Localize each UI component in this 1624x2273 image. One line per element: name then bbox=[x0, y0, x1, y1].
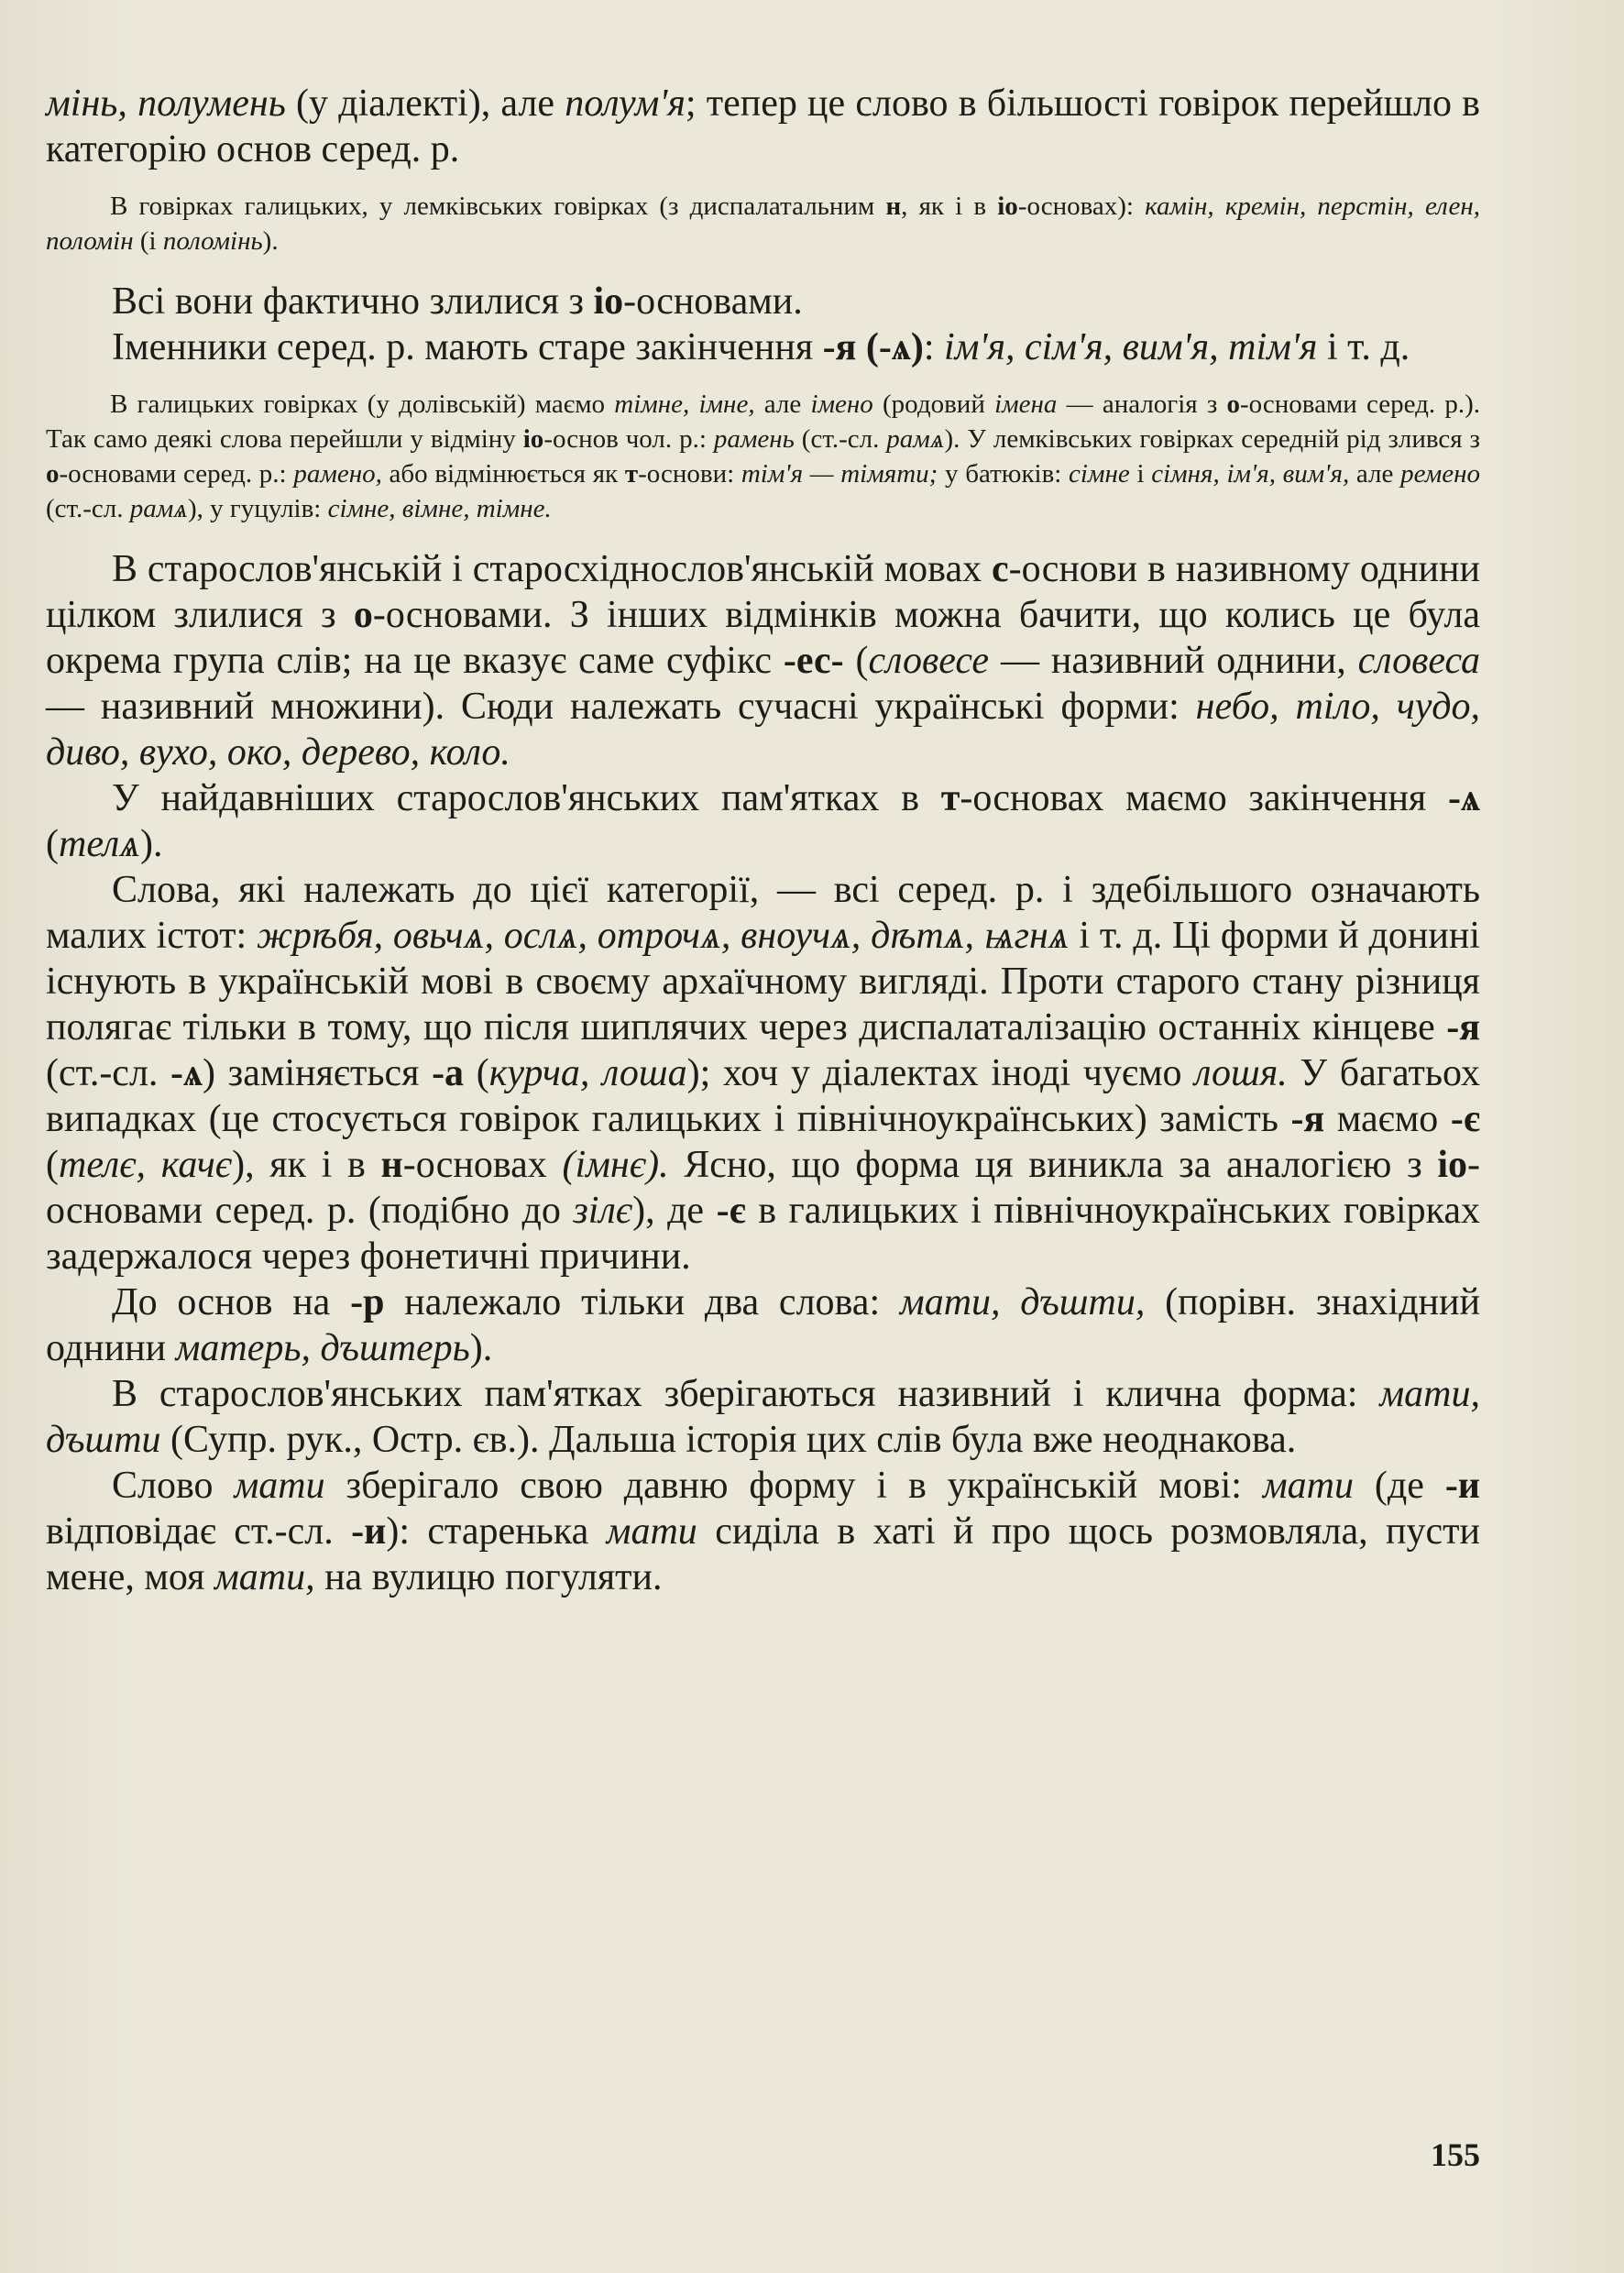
text-run: (Супр. рук., Остр. єв.). Дальша історія цих слів була вже неоднакова. bbox=[160, 1419, 1297, 1461]
bold-morpheme: іо bbox=[522, 424, 544, 454]
paragraph bbox=[46, 81, 1480, 172]
bold-morpheme: -ѧ bbox=[170, 1052, 203, 1094]
italic-form: ім'я, сім'я, вим'я, тім'я bbox=[944, 326, 1318, 368]
italic-form: рамень bbox=[713, 424, 795, 454]
italic-form: мати bbox=[1262, 1465, 1354, 1507]
text-run: Слова, які належать до цієї категорії, — всі серед. р. і здебільшого означають малих істот: bbox=[46, 869, 1480, 957]
text-run: ( bbox=[46, 1144, 59, 1186]
text-run: У багатьох випадках (це стосується говірок галицьких і північноукраїнських) замість bbox=[46, 1052, 1480, 1140]
text-run: Слово bbox=[112, 1465, 235, 1507]
text-run: ), де bbox=[632, 1190, 717, 1232]
bold-morpheme: т bbox=[940, 777, 960, 819]
text-run: У найдавніших старослов'янських пам'ятках в bbox=[112, 777, 941, 819]
bold-morpheme: -я (-ѧ) bbox=[822, 326, 924, 368]
italic-form: матерь, дъштерь bbox=[175, 1327, 470, 1369]
italic-form: небо, тіло, чудо, диво, вухо, око, дерево, коло. bbox=[46, 686, 1481, 774]
text-run: ). bbox=[262, 226, 279, 256]
text-run: ), як і в bbox=[232, 1144, 381, 1186]
bold-morpheme: -я bbox=[1446, 1006, 1480, 1049]
text-run: До основ на bbox=[112, 1281, 351, 1323]
text-run: -основами серед. р.: bbox=[59, 459, 294, 489]
text-run: Іменники серед. р. мають старе закінчення bbox=[112, 326, 823, 368]
bold-morpheme: -и bbox=[351, 1510, 387, 1553]
text-run: маємо bbox=[1324, 1098, 1451, 1140]
italic-form: тімне, імне, bbox=[614, 390, 755, 419]
italic-form: імено bbox=[810, 390, 873, 419]
bold-morpheme: -р bbox=[350, 1281, 385, 1323]
page-text bbox=[46, 81, 1480, 1600]
text-run: -основами серед. р.). Так само деякі слова перейшли у відміну bbox=[46, 390, 1480, 454]
italic-form: мати, дъшти, bbox=[899, 1281, 1146, 1323]
bold-morpheme: -ес- bbox=[783, 640, 844, 682]
bold-morpheme: о bbox=[353, 594, 373, 636]
bold-morpheme: іо bbox=[1437, 1144, 1468, 1186]
text-run: але bbox=[754, 390, 811, 419]
text-run: зберігало свою давню форму і в українській мові: bbox=[324, 1465, 1263, 1507]
text-run: -основи в називному однини цілком злилися з bbox=[46, 548, 1480, 636]
text-run: ) заміняється bbox=[203, 1052, 433, 1094]
bold-morpheme: т bbox=[624, 459, 639, 489]
text-run: В старослов'янських пам'ятках зберігаються називний і клична форма: bbox=[112, 1373, 1380, 1415]
italic-form: імена bbox=[994, 390, 1058, 419]
text-run: ( bbox=[464, 1052, 489, 1094]
italic-form: ремено bbox=[1400, 459, 1480, 489]
note-paragraph bbox=[46, 387, 1480, 526]
text-run: В галицьких говірках (у долівській) маємо bbox=[110, 390, 615, 419]
text-run: і bbox=[1129, 459, 1152, 489]
text-run: Ясно, що форма ця виникла за аналогією з bbox=[668, 1144, 1438, 1186]
italic-form: рамѧ bbox=[129, 494, 189, 523]
text-run: або відмінюється як bbox=[381, 459, 625, 489]
dialect-note-1 bbox=[46, 189, 1480, 258]
dialect-note-2 bbox=[46, 387, 1480, 526]
italic-form: мінь, полумень bbox=[46, 82, 286, 125]
text-run: (порівн. знахідний однини bbox=[46, 1281, 1480, 1369]
text-run: в галицьких і північноукраїнських говірках задержалося через фонетичні причини. bbox=[46, 1190, 1480, 1278]
text-run: -основами серед. р. (подібно до bbox=[46, 1144, 1481, 1232]
text-run: — називний множини). Сюди належать сучасні українські форми: bbox=[46, 686, 1196, 728]
paragraph bbox=[46, 1463, 1480, 1600]
text-run: відповідає ст.-сл. bbox=[46, 1510, 352, 1553]
text-run: В говірках галицьких, у лемківських говірках (з диспалатальним bbox=[110, 192, 886, 221]
paragraph-1 bbox=[46, 81, 1480, 172]
paragraph bbox=[46, 1279, 1480, 1371]
text-run: (родовий bbox=[872, 390, 995, 419]
italic-form: жрѣбя, овьчѧ, ослѧ, отрочѧ, вноучѧ, дѣтѧ, ѩгнѧ bbox=[256, 915, 1070, 957]
text-run: і т. д. bbox=[1317, 326, 1410, 368]
text-run: -основах bbox=[402, 1144, 563, 1186]
text-run: -основами. З інших відмінків можна бачити, що колись це була окрема група слів; на це вказує саме суфікс bbox=[46, 594, 1480, 682]
paragraph bbox=[46, 867, 1480, 1279]
italic-form: мати, bbox=[214, 1556, 315, 1598]
bold-morpheme: іо bbox=[997, 192, 1018, 221]
paragraph bbox=[46, 279, 1480, 324]
text-run: Всі вони фактично злилися з bbox=[112, 280, 594, 323]
italic-form: словеса bbox=[1357, 640, 1480, 682]
text-run: ( bbox=[843, 640, 869, 682]
bold-morpheme: -є bbox=[716, 1190, 746, 1232]
bold-morpheme: о bbox=[1226, 390, 1240, 419]
text-run: — називний однини, bbox=[989, 640, 1358, 682]
text-run: -основ чол. р.: bbox=[543, 424, 714, 454]
italic-form: курча, лоша bbox=[488, 1052, 687, 1094]
italic-form: тім'я — тімяти; bbox=[741, 459, 938, 489]
italic-form: телѧ bbox=[59, 823, 141, 865]
note-paragraph bbox=[46, 189, 1480, 258]
italic-form: рамено, bbox=[293, 459, 382, 489]
italic-form: поломінь bbox=[162, 226, 263, 256]
italic-form: мати, дъшти bbox=[46, 1373, 1480, 1461]
bold-morpheme: о bbox=[46, 459, 60, 489]
text-run: (і bbox=[133, 226, 163, 256]
text-run: ): старенька bbox=[386, 1510, 607, 1553]
text-run: (ст.-сл. bbox=[794, 424, 887, 454]
page-number: 155 bbox=[1431, 2136, 1480, 2173]
bold-morpheme: -є bbox=[1450, 1098, 1480, 1140]
text-run: на вулицю погуляти. bbox=[314, 1556, 663, 1598]
paragraph-group-2 bbox=[46, 279, 1480, 370]
text-run: сиділа в хаті й про щось розмовляла, пусти мене, моя bbox=[46, 1510, 1480, 1598]
italic-form: сімне bbox=[1069, 459, 1130, 489]
text-run: ). У лемківських говірках середній рід злився з bbox=[944, 424, 1481, 454]
text-run: -основами. bbox=[623, 280, 803, 323]
italic-form: словесе bbox=[868, 640, 990, 682]
italic-form: мати bbox=[234, 1465, 325, 1507]
paragraph-group-3 bbox=[46, 546, 1480, 1600]
text-run: ); хоч у діалектах іноді чуємо bbox=[686, 1052, 1195, 1094]
text-run: , як і в bbox=[901, 192, 998, 221]
paragraph bbox=[46, 324, 1480, 370]
paragraph bbox=[46, 546, 1480, 775]
italic-form: мати bbox=[606, 1510, 697, 1553]
bold-morpheme: -и bbox=[1444, 1465, 1480, 1507]
italic-form: телє, качє bbox=[59, 1144, 233, 1186]
text-run: ( bbox=[46, 823, 59, 865]
paragraph bbox=[46, 1371, 1480, 1463]
bold-morpheme: іо bbox=[593, 280, 624, 323]
italic-form: зілє bbox=[573, 1190, 633, 1232]
bold-morpheme: н bbox=[885, 192, 902, 221]
text-run: ; тепер це слово в більшості говірок перейшло в категорію основ серед. р. bbox=[46, 82, 1480, 170]
bold-morpheme: -ѧ bbox=[1448, 777, 1480, 819]
text-run: (ст.-сл. bbox=[46, 494, 130, 523]
text-run: (у діалекті), але bbox=[285, 82, 565, 125]
italic-form: камін, кремін, перстін, елен, поломін bbox=[46, 192, 1480, 256]
italic-form: лошя. bbox=[1194, 1052, 1288, 1094]
italic-form: сімне, вімне, тімне. bbox=[327, 494, 552, 523]
text-run: але bbox=[1349, 459, 1401, 489]
bold-morpheme: с bbox=[992, 548, 1009, 590]
bold-morpheme: н bbox=[380, 1144, 403, 1186]
text-run: -основи: bbox=[638, 459, 741, 489]
bold-morpheme: -я bbox=[1290, 1098, 1325, 1140]
text-run: — аналогія з bbox=[1057, 390, 1227, 419]
text-run: і т. д. Ці форми й донині існують в українській мові в своєму архаїчному вигляді. Проти старого стану різниця полягає тільки в тому, що після шиплячих через диспалаталізацію останніх кінцеве bbox=[46, 915, 1481, 1049]
text-run: ). bbox=[469, 1327, 493, 1369]
paragraph bbox=[46, 775, 1480, 867]
text-run: ). bbox=[140, 823, 163, 865]
italic-form: сімня, ім'я, вим'я, bbox=[1151, 459, 1350, 489]
text-run: у батюків: bbox=[938, 459, 1070, 489]
text-run: В старослов'янській і старосхіднослов'янській мовах bbox=[112, 548, 992, 590]
bold-morpheme: -а bbox=[432, 1052, 465, 1094]
text-run: ), у гуцулів: bbox=[188, 494, 328, 523]
text-run: -основах): bbox=[1017, 192, 1146, 221]
italic-form: (імнє). bbox=[562, 1144, 669, 1186]
text-run: належало тільки два слова: bbox=[384, 1281, 900, 1323]
text-run: (де bbox=[1354, 1465, 1445, 1507]
italic-form: рамѧ bbox=[886, 424, 945, 454]
text-run: (ст.-сл. bbox=[46, 1052, 171, 1094]
italic-form: полум'я bbox=[565, 82, 686, 125]
text-run: : bbox=[923, 326, 944, 368]
text-run: -основах маємо закінчення bbox=[960, 777, 1448, 819]
